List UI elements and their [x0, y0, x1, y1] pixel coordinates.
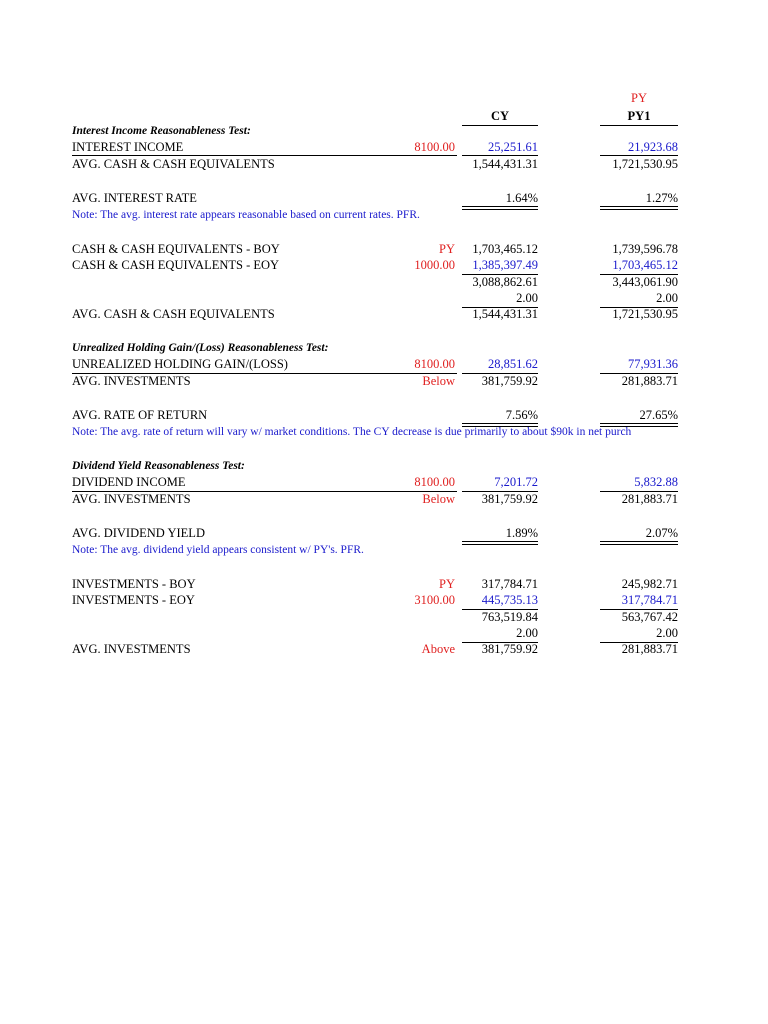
py1-header-underline — [600, 125, 678, 126]
unrealized-section-title: Unrealized Holding Gain/(Loss) Reasonableness Test: — [72, 342, 329, 354]
interest-income-label: INTEREST INCOME — [72, 140, 184, 154]
dividend-income-ref: 8100.00 — [414, 475, 455, 489]
avg-interest-rate-label: AVG. INTEREST RATE — [72, 191, 197, 205]
py-top-header: PY — [631, 91, 647, 105]
avg-rate-of-return-label: AVG. RATE OF RETURN — [72, 408, 208, 422]
unrealized-avg-inv-label: AVG. INVESTMENTS — [72, 374, 191, 388]
cash-boy-py: 1,739,596.78 — [612, 242, 678, 256]
interest-income-ref: 8100.00 — [414, 140, 455, 154]
investments-eoy-py: 317,784.71 — [621, 593, 678, 607]
investments-sum-cy: 763,519.84 — [481, 610, 538, 624]
dividend-avg-inv-cy: 381,759.92 — [481, 492, 538, 506]
investments-avg-py: 281,883.71 — [621, 642, 678, 656]
investments-divisor-cy: 2.00 — [516, 626, 538, 640]
cash-eoy-py: 1,703,465.12 — [612, 258, 678, 272]
cash-boy-ref: PY — [439, 242, 455, 256]
yield-cy-double-underline — [462, 541, 538, 545]
avg-dividend-yield-py: 2.07% — [645, 526, 678, 540]
investments-eoy-label: INVESTMENTS - EOY — [72, 593, 195, 607]
dividend-avg-inv-py: 281,883.71 — [621, 492, 678, 506]
interest-income-py: 21,923.68 — [628, 140, 678, 154]
cash-sum-cy: 3,088,862.61 — [472, 275, 538, 289]
avg-dividend-yield-label: AVG. DIVIDEND YIELD — [72, 526, 205, 540]
investments-eoy-cy: 445,735.13 — [481, 593, 538, 607]
avg-rate-of-return-cy: 7.56% — [505, 408, 538, 422]
cash-avg-cy: 1,544,431.31 — [472, 307, 538, 321]
dividend-income-py: 5,832.88 — [634, 475, 678, 489]
investments-avg-cy: 381,759.92 — [481, 642, 538, 656]
investments-divisor-py: 2.00 — [656, 626, 678, 640]
cash-eoy-ref: 1000.00 — [414, 258, 455, 272]
interest-income-cy: 25,251.61 — [488, 140, 538, 154]
cash-eoy-label: CASH & CASH EQUIVALENTS - EOY — [72, 258, 280, 272]
cash-avg-label: AVG. CASH & CASH EQUIVALENTS — [72, 307, 275, 321]
avg-dividend-yield-cy: 1.89% — [505, 526, 538, 540]
cash-boy-cy: 1,703,465.12 — [472, 242, 538, 256]
avg-interest-rate-py: 1.27% — [645, 191, 678, 205]
cash-divisor-py: 2.00 — [656, 291, 678, 305]
interest-avg-cash-cy: 1,544,431.31 — [472, 157, 538, 171]
cash-avg-py: 1,721,530.95 — [612, 307, 678, 321]
py1-column-header: PY1 — [627, 109, 651, 123]
interest-income-cy-divider — [462, 155, 538, 156]
interest-avg-cash-py: 1,721,530.95 — [612, 157, 678, 171]
unrealized-avg-inv-ref: Below — [422, 374, 455, 388]
investments-boy-label: INVESTMENTS - BOY — [72, 577, 196, 591]
interest-avg-cash-label: AVG. CASH & CASH EQUIVALENTS — [72, 157, 275, 171]
interest-note: Note: The avg. interest rate appears reasonable based on current rates. PFR. — [72, 209, 420, 221]
interest-rate-cy-double-underline — [462, 206, 538, 210]
cash-boy-label: CASH & CASH EQUIVALENTS - BOY — [72, 242, 280, 256]
unrealized-avg-inv-cy: 381,759.92 — [481, 374, 538, 388]
dividend-avg-inv-label: AVG. INVESTMENTS — [72, 492, 191, 506]
unrealized-gain-label: UNREALIZED HOLDING GAIN/(LOSS) — [72, 357, 288, 371]
yield-py-double-underline — [600, 541, 678, 545]
unrealized-avg-inv-py: 281,883.71 — [621, 374, 678, 388]
dividend-section-title: Dividend Yield Reasonableness Test: — [72, 460, 245, 472]
investments-avg-label: AVG. INVESTMENTS — [72, 642, 191, 656]
investments-sum-py: 563,767.42 — [621, 610, 678, 624]
investments-boy-ref: PY — [439, 577, 455, 591]
investments-boy-py: 245,982.71 — [621, 577, 678, 591]
avg-rate-of-return-py: 27.65% — [639, 408, 678, 422]
avg-interest-rate-cy: 1.64% — [505, 191, 538, 205]
interest-income-divider — [72, 155, 457, 156]
unrealized-gain-ref: 8100.00 — [414, 357, 455, 371]
investments-boy-cy: 317,784.71 — [481, 577, 538, 591]
cy-column-header: CY — [490, 109, 510, 123]
cash-sum-py: 3,443,061.90 — [612, 275, 678, 289]
dividend-avg-inv-ref: Below — [422, 492, 455, 506]
investments-eoy-ref: 3100.00 — [414, 593, 455, 607]
cash-eoy-cy: 1,385,397.49 — [472, 258, 538, 272]
cy-header-underline — [462, 125, 538, 126]
dividend-note: Note: The avg. dividend yield appears consistent w/ PY's. PFR. — [72, 544, 364, 556]
investments-avg-ref: Above — [421, 642, 455, 656]
interest-section-title: Interest Income Reasonableness Test: — [72, 125, 251, 137]
interest-rate-py-double-underline — [600, 206, 678, 210]
unrealized-note: Note: The avg. rate of return will vary w/ market conditions. The CY decrease is due primarily to about $90k in net purch — [72, 426, 632, 438]
unrealized-gain-py: 77,931.36 — [628, 357, 678, 371]
interest-income-py-divider — [600, 155, 678, 156]
dividend-income-label: DIVIDEND INCOME — [72, 475, 186, 489]
dividend-income-cy: 7,201.72 — [494, 475, 538, 489]
cash-divisor-cy: 2.00 — [516, 291, 538, 305]
unrealized-gain-cy: 28,851.62 — [488, 357, 538, 371]
